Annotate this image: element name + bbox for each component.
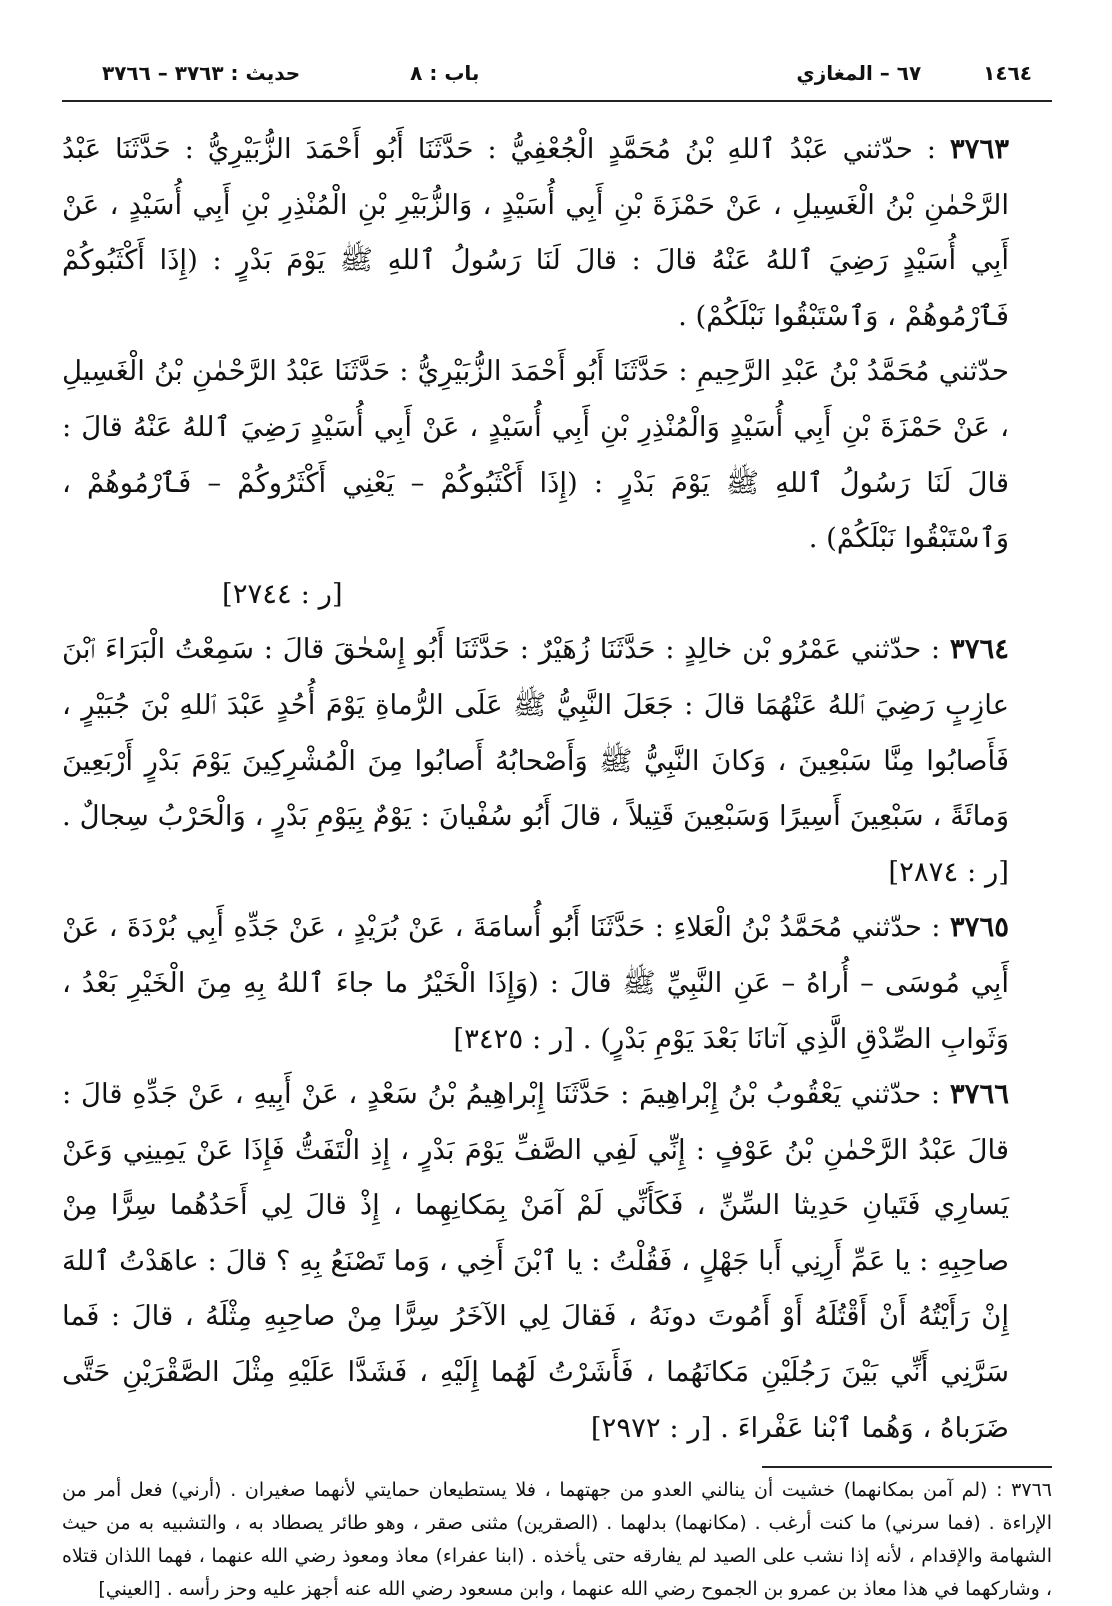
hadith-3764 <box>62 622 1047 900</box>
header-right <box>796 61 1032 85</box>
running-header <box>62 48 1052 98</box>
book-title: ٦٧ – المغازي <box>796 61 922 85</box>
hadith-text: حدّثني مُحَمَّدُ بْنُ عَبْدِ الرَّحِيمِ : حَدَّثَنَا أَبُو أَحْمَدَ الزُّبَيْرِيُّ : حَدَّثَنَا عَبْدُ الرَّحْمٰنِ بْنُ الْغَسِيلِ ، عَنْ حَمْزَةَ بْنِ أَبِي أُسَيْدٍ وَالْمُنْذِرِ بْنِ أَبِي أُسَيْدٍ ، عَنْ أَبِي أُسَيْدٍ رَضِيَ ٱللهُ عَنْهُ قالَ : قالَ لَنَا رَسُولُ ٱللهِ ﷺ يَوْمَ بَدْرٍ : (إِذَا أَكْثَبُوكُمْ – يَعْنِي أَكْثَرُوكُمْ – فَٱرْمُوهُمْ ، وَٱسْتَبْقُوا نَبْلَكُمْ) . <box>62 355 1009 555</box>
footnotes <box>62 1474 1052 1606</box>
hadith-text: : حدّثني عَبْدُ ٱللهِ بْنُ مُحَمَّدٍ الْجُعْفِيُّ : حَدَّثَنَا أَبُو أَحْمَدَ الزُّبَيْرِيُّ : حَدَّثَنَا عَبْدُ الرَّحْمٰنِ بْنُ الْغَسِيلِ ، عَنْ حَمْزَةَ بْنِ أَبِي أُسَيْدٍ ، وَالزُّبَيْرِ بْنِ الْمُنْذِرِ بْنِ أَبِي أُسَيْدٍ ، عَنْ أَبِي أُسَيْدٍ رَضِيَ ٱللهُ عَنْهُ قالَ : قالَ لَنَا رَسُولُ ٱللهِ ﷺ يَوْمَ بَدْرٍ : (إِذَا أَكْثَبُوكُمْ فَٱرْمُوهُمْ ، وَٱسْتَبْقُوا نَبْلَكُمْ) . <box>62 133 1009 332</box>
hadith-3765 <box>62 900 1047 1067</box>
hadith-text: : حدّثني مُحَمَّدُ بْنُ الْعَلاءِ : حَدَّثَنَا أَبُو أُسامَةَ ، عَنْ بُرَيْدٍ ، عَنْ جَدِّهِ أَبِي بُرْدَةَ ، عَنْ أَبِي مُوسَى – أُراهُ – عَنِ النَّبِيِّ ﷺ قالَ : (وَإِذَا الْخَيْرُ ما جاءَ ٱللهُ بِهِ مِنَ الْخَيْرِ بَعْدُ ، وَثَوابِ الصِّدْقِ الَّذِي آتانَا بَعْدَ يَوْمِ بَدْرٍ) . [ر : ٣٤٢٥] <box>62 911 1009 1055</box>
header-rule <box>62 100 1052 102</box>
header-left <box>102 61 479 85</box>
hadith-3766 <box>62 1067 1047 1456</box>
hadith-3763 <box>62 122 1047 344</box>
footnote-number: ٣٧٦٦ <box>1011 1479 1052 1502</box>
hadith-number: ٣٧٦٥ <box>949 911 1009 944</box>
chapter-label: باب : ٨ <box>410 61 480 85</box>
main-text <box>62 122 1052 1456</box>
hadith-number: ٣٧٦٤ <box>949 633 1010 666</box>
footnote-3766 <box>62 1474 1052 1606</box>
page-number: ١٤٦٤ <box>983 61 1032 85</box>
hadith-number: ٣٧٦٦ <box>949 1078 1009 1111</box>
hadith-number: ٣٧٦٣ <box>949 133 1009 165</box>
hadith-3763-second-chain <box>62 344 1047 566</box>
hadith-range: حديث : ٣٧٦٣ – ٣٧٦٦ <box>102 61 301 85</box>
hadith-text: : حدّثني يَعْقُوبُ بْنُ إِبْراهِيمَ : حَدَّثَنَا إِبْراهِيمُ بْنُ سَعْدٍ ، عَنْ أَبِيهِ ، عَنْ جَدِّهِ قالَ : قالَ عَبْدُ الرَّحْمٰنِ بْنُ عَوْفٍ : إِنِّي لَفِي الصَّفِّ يَوْمَ بَدْرٍ ، إِذِ الْتَفَتُّ فَإِذَا عَنْ يَمِينِي وَعَنْ يَسارِي فَتَيانِ حَدِيثا السِّنِّ ، فَكَأَنِّي لَمْ آمَنْ بِمَكانِهِما ، إِذْ قالَ لِي أَحَدُهُما سِرًّا مِنْ صاحِبِهِ : يا عَمِّ أَرِنِي أَبا جَهْلٍ ، فَقُلْتُ : يا ٱبْنَ أَخِي ، وَما تَصْنَعُ بِهِ ؟ قالَ : عاهَدْتُ ٱللهَ إِنْ رَأَيْتُهُ أَنْ أَقْتُلَهُ أَوْ أَمُوتَ دونَهُ ، فَقالَ لِي الآخَرُ سِرًّا مِنْ صاحِبِهِ مِثْلَهُ ، قالَ : فَما سَرَّنِي أَنِّي بَيْنَ رَجُلَيْنِ مَكانَهُما ، فَأَشَرْتُ لَهُما إِلَيْهِ ، فَشَدَّا عَلَيْهِ مِثْلَ الصَّقْرَيْنِ حَتَّى ضَرَباهُ ، وَهُما ٱبْنا عَفْراءَ . [ر : ٢٩٧٢] <box>62 1078 1009 1444</box>
footnote-rule <box>762 1466 1052 1468</box>
hadith-text: : حدّثني عَمْرُو بْن خالِدٍ : حَدَّثَنَا زُهَيْرٌ : حَدَّثَنَا أَبُو إِسْحٰقَ قالَ : سَمِعْتُ الْبَرَاءَ ٱبْنَ عازِبٍ رَضِيَ ٱللهُ عَنْهُمَا قالَ : جَعَلَ النَّبِيُّ ﷺ عَلَى الرُّماةِ يَوْمَ أُحُدٍ عَبْدَ ٱللهِ بْنَ جُبَيْرٍ ، فَأَصابُوا مِنَّا سَبْعِينَ ، وَكانَ النَّبِيُّ ﷺ وَأَصْحابُهُ أَصابُوا مِنَ الْمُشْرِكِينَ يَوْمَ بَدْرٍ أَرْبَعِينَ وَمائَةً ، سَبْعِينَ أَسِيرًا وَسَبْعِينَ قَتِيلاً ، قالَ أَبُو سُفْيانَ : يَوْمٌ بِيَوْمِ بَدْرٍ ، وَالْحَرْبُ سِجالٌ . [ر : ٢٨٧٤] <box>62 633 1009 888</box>
cross-reference: [ر : ٢٧٤٤] <box>222 577 343 610</box>
footnote-text: : (لم آمن بمكانهما) خشيت أن ينالني العدو من جهتهما ، فلا يستطيعان حمايتي لأنهما صغيران . (أرني) فعل أمر من الإراءة . (فما سرني) ما كنت أرغب . (مكانهما) بدلهما . (الصقرين) مثنى صقر ، وهو طائر يصطاد به ، والتشبيه به من حيث الشهامة والإقدام ، لأنه إذا نشب على الصيد لم يفارقه حتى يأخذه . (ابنا عفراء) معاذ ومعوذ رضي الله عنهما ، فهما اللذان قتلاه ، وشاركهما في هذا معاذ بن عمرو بن الجموح رضي الله عنهما ، وابن مسعود رضي الله عنه أجهز عليه وحز رأسه . [العيني] <box>62 1479 1052 1601</box>
